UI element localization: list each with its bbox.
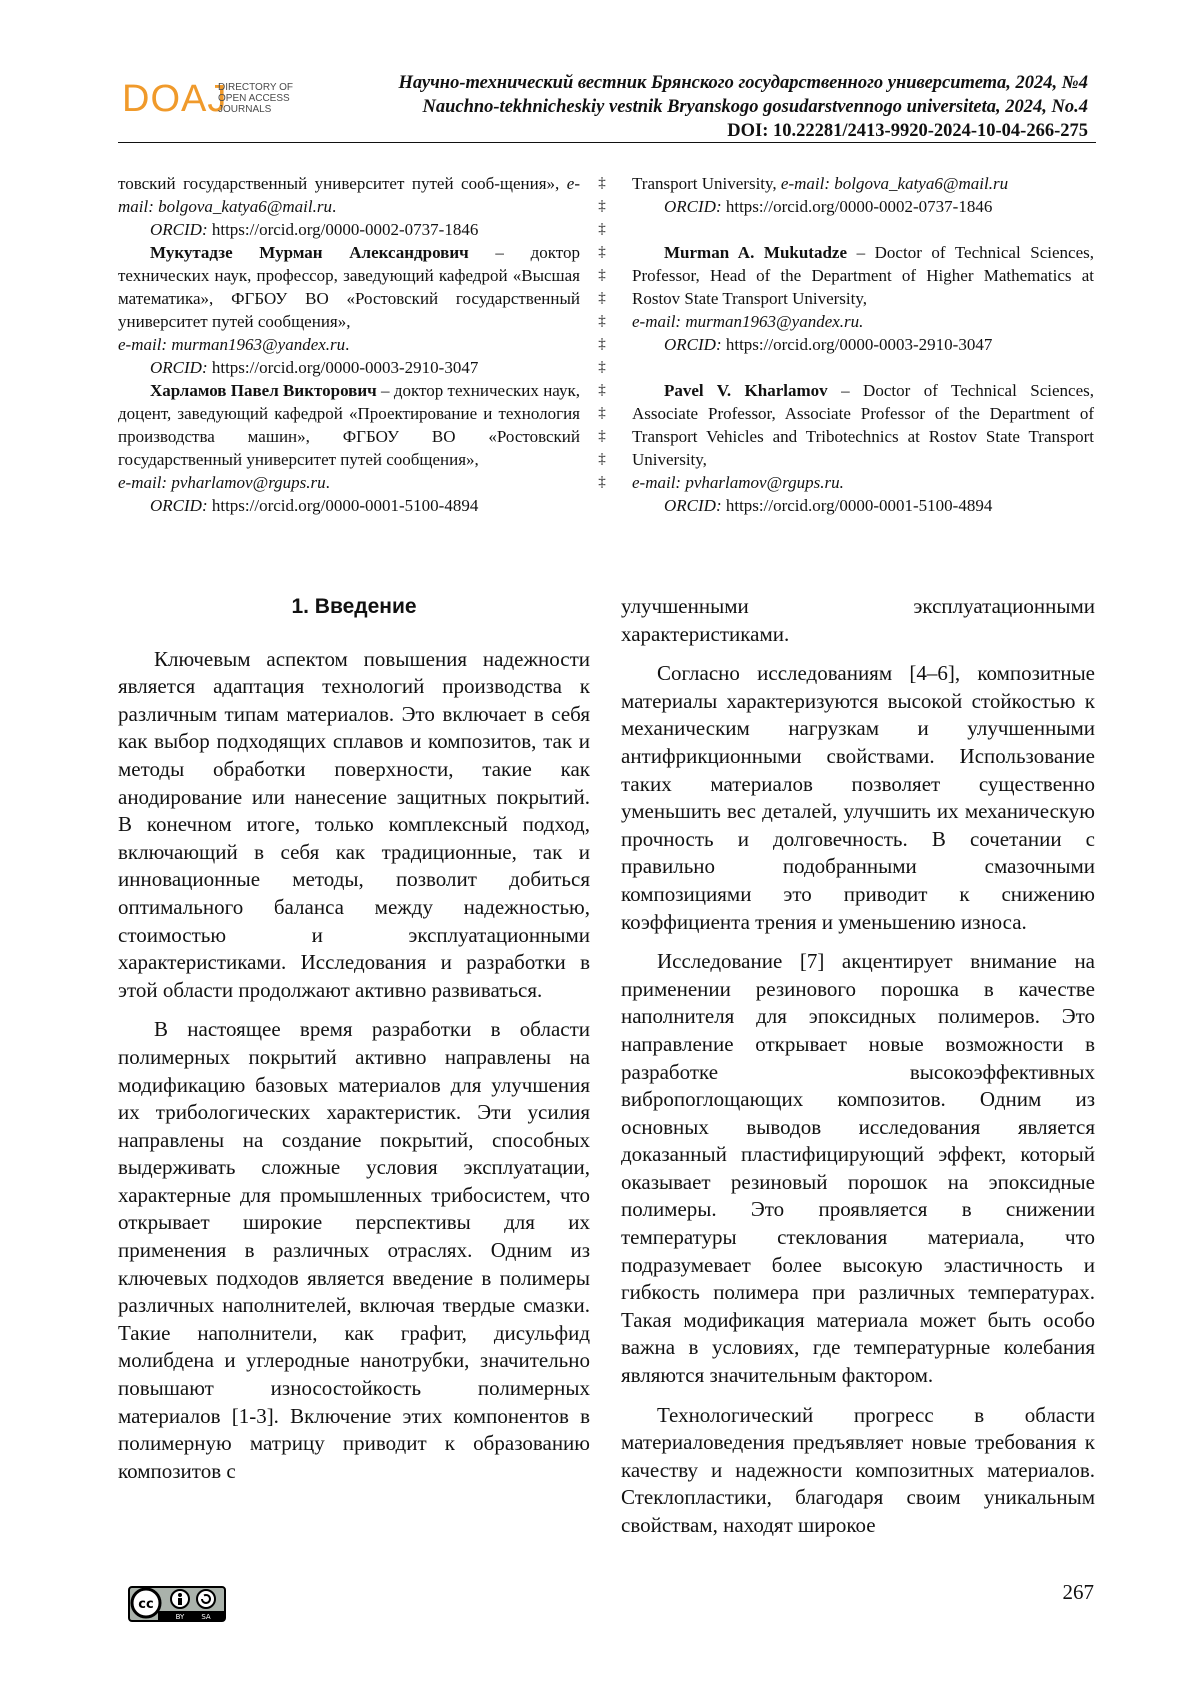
separator-mark: ‡ [598,382,606,398]
orcid-label: ORCID: [664,197,722,216]
orcid-link[interactable]: https://orcid.org/0000-0001-5100-4894 [725,496,993,515]
separator-mark: ‡ [598,290,606,306]
orcid-line [632,333,1094,356]
email-line [632,310,1094,333]
author-continuation [632,172,1094,195]
sa-icon [197,1590,215,1608]
header-divider [118,142,1096,143]
body-paragraph: Согласно исследованиям [4–6], композитные материалы характеризуются высокой стойкостью к механическим нагрузкам и улучшенными антифрикционными свойствами. Использование таких материалов позволяет существенно уменьшить вес деталей, улучшить их механическую прочность и долговечность. В сочетании с правильно подобранными смазочными композициями это приводит к снижению коэффициента трения и уменьшению износа. [621,661,1095,934]
separator-mark: ‡ [598,336,606,352]
orcid-line [632,494,1094,517]
doaj-logo-mark: DOAJ [122,78,228,120]
author-name: Харламов Павел Викторович [150,381,377,400]
email-link[interactable]: bolgova_katya6@mail.ru [158,197,332,216]
separator-mark: ‡ [598,313,606,329]
affiliation-text: товский государственный университет путей сооб-щения», [118,174,560,193]
doi-link[interactable]: DOI: 10.22281/2413-9920-2024-10-04-266-275 [727,121,1088,141]
body-column-left [118,593,590,1485]
paragraph-gap [118,1004,590,1016]
spacer [632,218,1094,241]
journal-title-ru: Научно-технический вестник Брянского государственного университета, 2024, №4 [398,73,1088,93]
paragraph-gap [621,936,1095,948]
doaj-logo-caption [218,82,293,115]
orcid-line [118,218,580,241]
author-entry [118,379,580,471]
body-paragraph: улучшенными эксплуатационными характеристиками. [621,594,1095,646]
doaj-caption-line: OPEN ACCESS [218,93,290,104]
email-label: e-mail: [780,174,831,193]
separator-mark: ‡ [598,221,606,237]
separator-mark: ‡ [598,267,606,283]
email-line [632,471,1094,494]
author-description: – Doctor of Technical Sciences, Professor, Head of the Department of Higher Mathematics at Rostov State Transport University, [632,243,1094,308]
email-line: e-mail: murman1963@yandex.ru. [118,335,350,354]
column-separator [592,172,612,494]
email-line: e-mail: pvharlamov@rgups.ru. [118,473,330,492]
separator-mark: ‡ [598,451,606,467]
author-description: – доктор технических наук, доцент, заведующий кафедрой «Проектирование и технология производства машин», ФГБОУ ВО «Ростовский государственный университет путей сообщения», [118,381,580,469]
author-name: Мукутадзе Мурман Александрович [150,243,469,262]
email-link[interactable]: murman1963@yandex.ru. [685,312,864,331]
body-paragraph: Технологический прогресс в области материаловедения предъявляет новые требования к качеству и надежности композитных материалов. Стеклопластики, благодаря своим уникальным свойствам, находят широкое [621,1402,1095,1537]
author-continuation: товский государственный университет путей сооб-щения», e-mail: bolgova_katya6@mail.ru. [118,174,580,216]
email-link[interactable]: pvharlamov@rgups.ru [171,473,326,492]
spacer [632,356,1094,379]
email-label: e-mail: [632,473,682,492]
author-name: Pavel V. Kharlamov [664,381,828,400]
author-entry [632,241,1094,310]
author-description: – доктор технических наук, профессор, заведующий кафедрой «Высшая математика», ФГБОУ ВО «Ростовский государственный университет путей сообщения», [118,243,581,331]
authors-en [632,172,1094,517]
separator-mark: ‡ [598,175,606,191]
email-link[interactable]: bolgova_katya6@mail.ru [834,174,1009,193]
doaj-caption-line: JOURNALS [218,104,272,115]
email-label: e-mail: [118,473,168,492]
orcid-line [632,195,1094,218]
separator-mark: ‡ [598,359,606,375]
author-entry [632,379,1094,471]
body-paragraph: В настоящее время разработки в области полимерных покрытий активно направлены на модификацию базовых материалов для улучшения их трибологических характеристик. Эти усилия направлены на создание покрытий, способных выдерживать сложные условия эксплуатации, характерные для промышленных трибосистем, что открывает широкие перспективы для их применения в различных отраслях. Одним из ключевых подходов является введение в полимеры различных наполнителей, включая твердые смазки. Такие наполнители, как графит, дисульфид молибдена и углеродные нанотрубки, значительно повышают износостойкость полимерных материалов [1-3]. Включение этих компонентов в полимерную матрицу приводит к образованию композитов с [118,1017,590,1483]
author-entry [118,241,580,333]
orcid-link[interactable]: https://orcid.org/0000-0002-0737-1846 [211,220,479,239]
body-paragraph: Ключевым аспектом повышения надежности является адаптация технологий производства к различным типам материалов. Это включает в себя как выбор подходящих сплавов и композитов, так и методы обработки поверхности, такие как анодирование или нанесение защитных покрытий. В конечном итоге, только комплексный подход, включающий в себя как традиционные, так и инновационные методы, позволит добиться оптимального баланса между надежностью, стоимостью и эксплуатационными характеристиками. Исследования и разработки в этой области продолжают активно развиваться. [118,646,590,1002]
orcid-line [118,356,580,379]
email-label: e-mail: [118,335,168,354]
body-column-right [621,593,1095,1540]
author-description: – Doctor of Technical Sciences, Associate Professor, Associate Professor of the Department of Transport Vehicles and Tribotechnics at Rostov State Transport University, [632,381,1094,469]
cc-by-sa-license-badge[interactable] [128,1586,226,1622]
page-number: 267 [1062,1580,1094,1604]
email-link[interactable]: pvharlamov@rgups.ru. [685,473,844,492]
orcid-label: ORCID: [150,496,208,515]
separator-mark: ‡ [598,198,606,214]
separator-mark: ‡ [598,474,606,490]
sa-label: SA [201,1613,211,1621]
email-label: e-mail: [632,312,682,331]
doaj-logo[interactable] [122,78,312,120]
separator-mark: ‡ [598,244,606,260]
email-link[interactable]: murman1963@yandex.ru [171,335,346,354]
orcid-link[interactable]: https://orcid.org/0000-0001-5100-4894 [211,496,479,515]
orcid-link[interactable]: https://orcid.org/0000-0003-2910-3047 [725,335,993,354]
authors-ru [118,172,580,517]
body-paragraph: Исследование [7] акцентирует внимание на применении резинового порошка в качестве наполнителя для эпоксидных полимеров. Это направление открывает новые возможности в разработке высокоэффективных вибропоглощающих композитов. Одним из основных выводов исследования является доказанный пластифицирующий эффект, который оказывает резиновый порошок на эпоксидные полимеры. Это проявляется в снижении температуры стеклования материала, что подразумевает более высокую эластичность и гибкость полимера при различных температурах. Такая модификация материала может быть особо важна в условиях, где температурные колебания являются значительным фактором. [621,949,1095,1388]
doaj-caption-line: DIRECTORY OF [218,82,294,93]
section-heading: 1. Введение [291,595,417,618]
orcid-label: ORCID: [150,220,208,239]
affiliation-text: Transport University, [632,174,777,193]
orcid-link[interactable]: https://orcid.org/0000-0003-2910-3047 [211,358,479,377]
cc-icon-label: cc [138,1597,154,1612]
journal-title-en: Nauchno-tekhnicheskiy vestnik Bryanskogo gosudarstvennogo universiteta, 2024, No.4 [422,97,1088,117]
orcid-line [118,494,580,517]
orcid-label: ORCID: [664,335,722,354]
orcid-label: ORCID: [150,358,208,377]
email-label: e-mail: [118,174,580,216]
separator-mark: ‡ [598,405,606,421]
author-name: Murman A. Mukutadze [664,243,848,262]
paragraph-gap [621,648,1095,660]
paragraph-gap [621,1390,1095,1402]
by-label: BY [175,1613,185,1621]
orcid-link[interactable]: https://orcid.org/0000-0002-0737-1846 [725,197,993,216]
separator-mark: ‡ [598,428,606,444]
orcid-label: ORCID: [664,496,722,515]
